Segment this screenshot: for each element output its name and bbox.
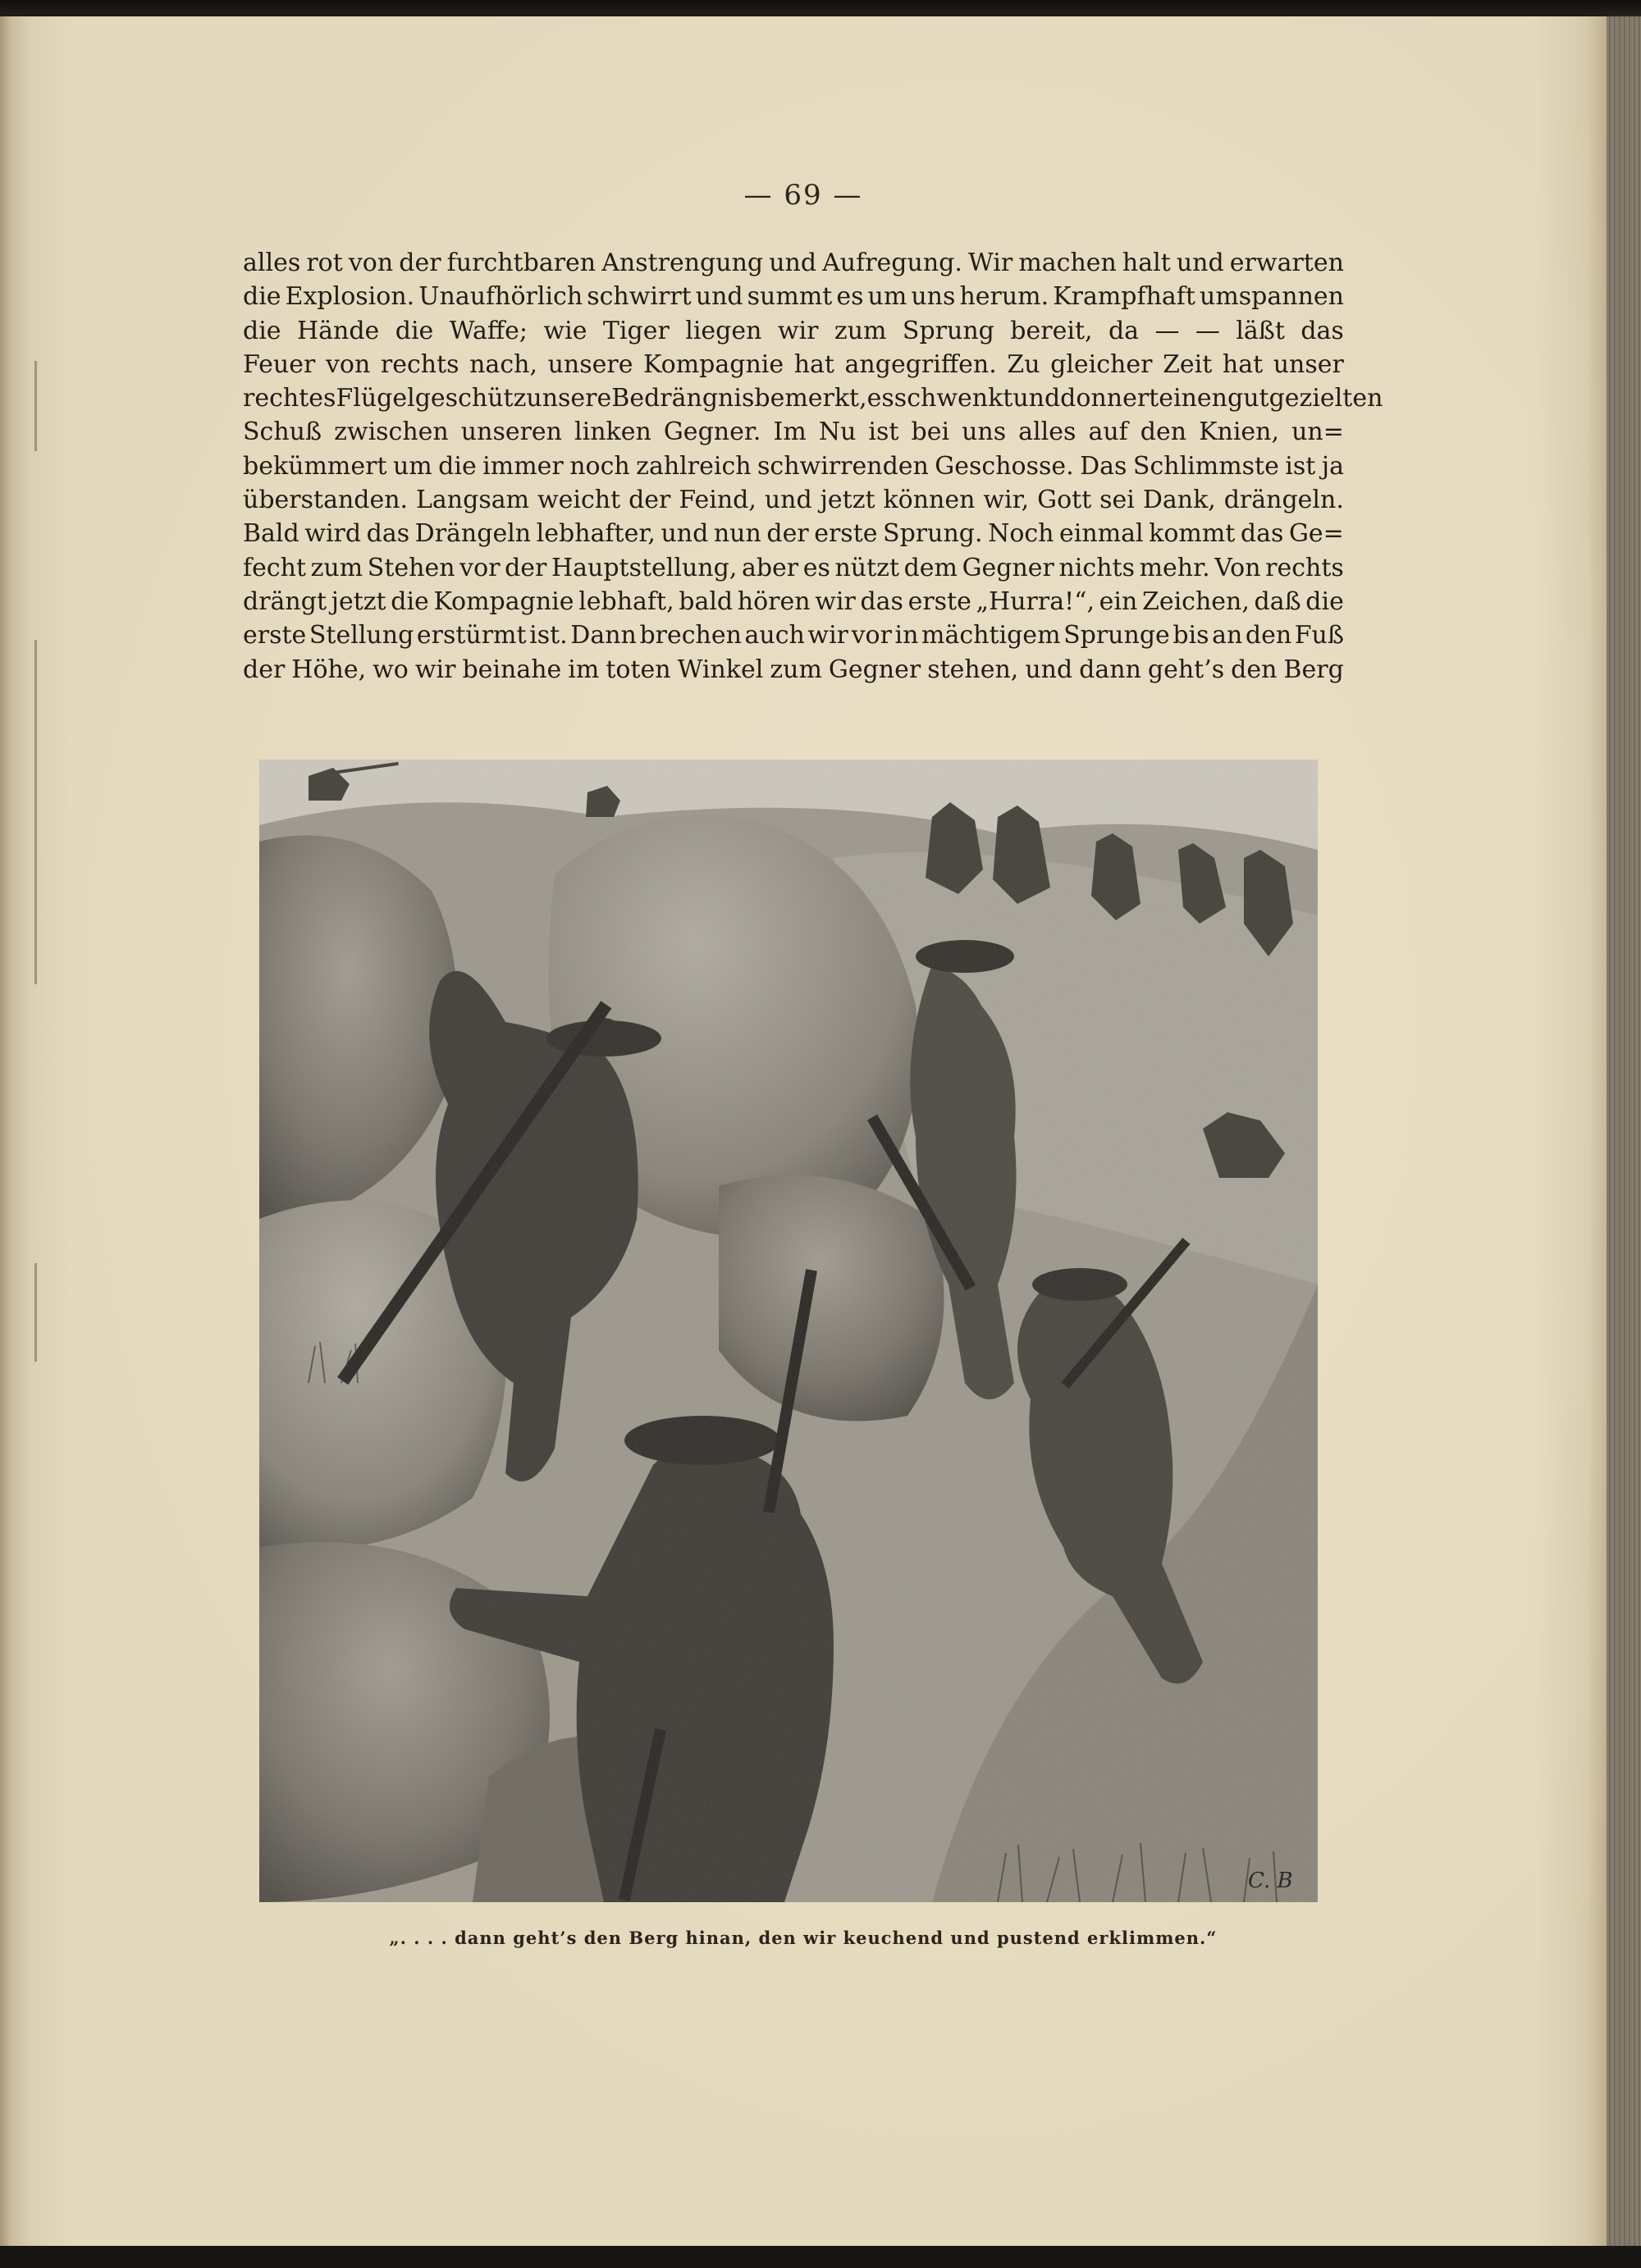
spine-mark: [34, 361, 37, 451]
text-line: die Hände die Waffe; wie Tiger liegen wir zum Sprung bereit, da — — läßt das: [243, 316, 1344, 345]
text-line: fecht zum Stehen vor der Hauptstellung, aber es nützt dem Gegner nichts mehr. Von rechts: [243, 553, 1344, 582]
top-scan-edge: [0, 0, 1641, 18]
illustration-texture: [259, 760, 1318, 1902]
text-line: bekümmert um die immer noch zahlreich schwirrenden Geschosse. Das Schlimmste ist ja: [243, 451, 1344, 481]
spine-mark: [34, 1263, 37, 1362]
page-stack-edge: [1607, 16, 1641, 2246]
text-line: die Explosion. Unaufhörlich schwirrt und summt es um uns herum. Krampfhaft umspannen: [243, 282, 1344, 312]
text-line: rechtes Flügelgeschütz unsere Bedrängnis bemerkt, es schwenkt und donnert einen gutgezielten: [243, 384, 1383, 413]
text-line: alles rot von der furchtbaren Anstrengung und Aufregung. Wir machen halt und erwarten: [243, 249, 1344, 277]
text-line: Schuß zwischen unseren linken Gegner. Im Nu ist bei uns alles auf den Knien, un=: [243, 418, 1344, 447]
spine-mark: [34, 640, 37, 984]
page-number: — 69 —: [743, 179, 863, 212]
text-line: Feuer von rechts nach, unsere Kompagnie hat angegriffen. Zu gleicher Zeit hat unser: [243, 349, 1344, 379]
text-line: erste Stellung erstürmt ist. Dann brechen auch wir vor in mächtigem Sprunge bis an den Fuß: [243, 621, 1344, 650]
text-line: drängt jetzt die Kompagnie lebhaft, bald hören wir das erste „Hurra!“, ein Zeichen, daß die: [243, 586, 1344, 616]
figure-caption: „. . . . dann geht’s den Berg hinan, den wir keuchend und pustend erklimmen.“: [389, 1928, 1218, 1948]
illustration-signature: C. B: [1248, 1869, 1293, 1893]
text-line: überstanden. Langsam weicht der Feind, und jetzt können wir, Gott sei Dank, drängeln.: [243, 486, 1344, 515]
body-text: [243, 246, 1383, 687]
text-line: der Höhe, wo wir beinahe im toten Winkel zum Gegner stehen, und dann geht’s den Berg: [243, 655, 1344, 684]
illustration: [259, 760, 1318, 1902]
text-line: Bald wird das Drängeln lebhafter, und nun der erste Sprung. Noch einmal kommt das Ge=: [243, 519, 1344, 549]
bottom-scan-edge: [0, 2246, 1641, 2268]
illustration-drawing: [259, 760, 1318, 1902]
